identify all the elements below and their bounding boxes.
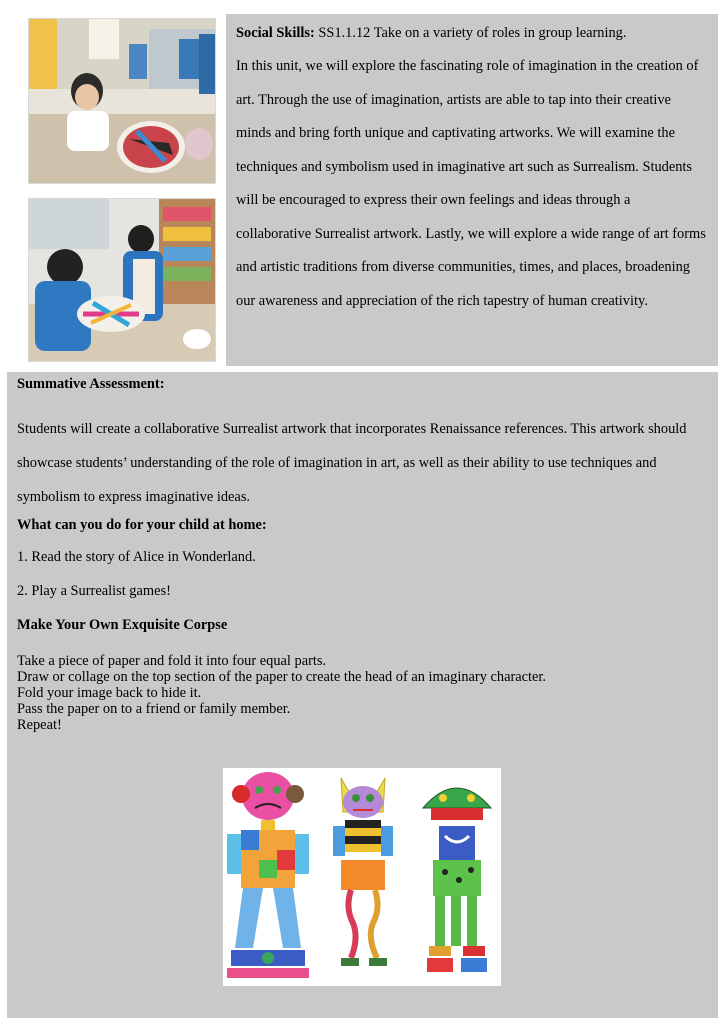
home-activities-heading: What can you do for your child at home:	[17, 517, 267, 533]
unit-description: In this unit, we will explore the fascinating role of imagination in the creation of art. Through the use of imagination, artists are able to tap into their creative minds and bring forth unique and captivating artworks. We will examine the techniques and symbolism used in imaginative art such as Surrealism. Students will be encouraged to express their own feelings and ideas through a collaborative Surrealist artwork. Lastly, we will explore a wide range of art forms and artistic traditions from diverse communities, times, and places, broadening our awareness and appreciation of the rich tapestry of human creativity.	[236, 58, 706, 309]
social-skills-panel	[226, 14, 718, 366]
social-skills-text: SS1.1.12 Take on a variety of roles in group learning.	[314, 25, 627, 41]
summative-assessment-text: Students will create a collaborative Surrealist artwork that incorporates Renaissance references. This artwork should showcase students’ understanding of the role of imagination in art, as well as their ability to use techniques and symbolism to express imaginative ideas.	[17, 421, 687, 505]
exquisite-corpse-drawings	[223, 768, 501, 986]
classroom-photo-1	[28, 18, 216, 184]
social-skills-label: Social Skills:	[236, 25, 315, 41]
exquisite-corpse-steps	[17, 653, 546, 733]
step-line: Pass the paper on to a friend or family member.	[17, 701, 291, 717]
exquisite-corpse-heading: Make Your Own Exquisite Corpse	[17, 617, 228, 633]
step-line: Draw or collage on the top section of the paper to create the head of an imaginary character.	[17, 669, 547, 685]
drawing-2	[319, 768, 407, 986]
classroom-photo-2	[28, 198, 216, 362]
drawing-3	[413, 768, 501, 986]
home-activity-item: 1. Read the story of Alice in Wonderland.	[17, 549, 256, 565]
drawing-1	[223, 768, 313, 986]
step-line: Fold your image back to hide it.	[17, 685, 202, 701]
step-line: Repeat!	[17, 717, 62, 733]
social-skills-line	[236, 22, 708, 44]
home-activity-item: 2. Play a Surrealist games!	[17, 583, 171, 599]
summative-assessment-heading: Summative Assessment:	[17, 376, 165, 392]
step-line: Take a piece of paper and fold it into four equal parts.	[17, 653, 327, 669]
